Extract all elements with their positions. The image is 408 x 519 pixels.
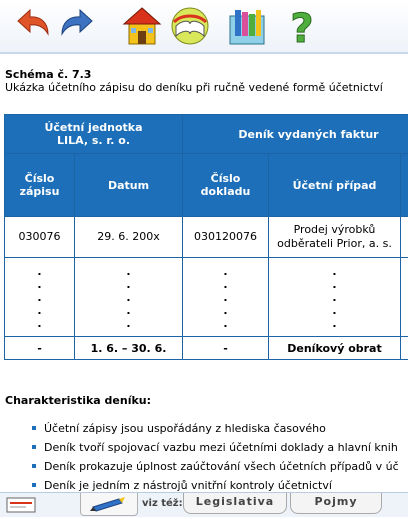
see-also-label: viz též: bbox=[142, 498, 183, 509]
bullet-icon bbox=[32, 445, 36, 449]
unit-header: Účetní jednotka LILA, s. r. o. bbox=[5, 115, 183, 154]
bullet-icon bbox=[32, 464, 36, 468]
schema-title: Schéma č. 7.3 bbox=[5, 68, 91, 81]
total-entry-number: - bbox=[5, 337, 75, 360]
schema-subtitle: Ukázka účetního zápisu do deníku při ručně vedené formě účetnictví bbox=[5, 81, 383, 94]
list-item-text: Účetní zápisy jsou uspořádány z hlediska časového bbox=[44, 422, 326, 435]
content-area bbox=[0, 56, 408, 492]
library-icon[interactable] bbox=[226, 4, 270, 48]
total-document-number: - bbox=[183, 337, 269, 360]
help-icon[interactable] bbox=[282, 4, 322, 48]
home-icon[interactable] bbox=[120, 4, 164, 48]
bottom-bar bbox=[0, 492, 408, 517]
list-item bbox=[0, 460, 408, 479]
pencil-icon[interactable] bbox=[80, 493, 138, 516]
col-extra bbox=[401, 154, 408, 217]
dots: . . . . . bbox=[37, 265, 41, 330]
dots: . . . . . bbox=[223, 265, 227, 330]
total-extra bbox=[401, 337, 408, 360]
col-document-number: Číslo dokladu bbox=[183, 154, 269, 217]
journal-header: Deník vydaných faktur bbox=[183, 115, 408, 154]
list-item-text: Deník je jedním z nástrojů vnitřní kontroly účetnictví bbox=[44, 479, 332, 492]
col-date: Datum bbox=[75, 154, 183, 217]
svg-text:?: ? bbox=[290, 6, 313, 48]
total-label: Deníkový obrat bbox=[269, 337, 401, 360]
col-transaction: Účetní případ bbox=[269, 154, 401, 217]
table-row-total bbox=[5, 337, 408, 360]
cell-entry-number: 030076 bbox=[5, 217, 75, 258]
bullet-icon bbox=[32, 426, 36, 430]
journal-table bbox=[4, 114, 408, 360]
cell-date: 29. 6. 200x bbox=[75, 217, 183, 258]
table-header-row bbox=[5, 115, 408, 154]
dots-cell bbox=[401, 258, 408, 337]
table-column-row bbox=[5, 154, 408, 217]
dots: . . . . . bbox=[126, 265, 130, 330]
cell-extra bbox=[401, 217, 408, 258]
total-date-range: 1. 6. – 30. 6. bbox=[75, 337, 183, 360]
book-icon[interactable] bbox=[168, 4, 212, 48]
dots-cell bbox=[183, 258, 269, 337]
table-row-ellipsis bbox=[5, 258, 408, 337]
bullet-icon bbox=[32, 483, 36, 487]
list-item-text: Deník tvoří spojovací vazbu mezi účetními doklady a hlavní knih bbox=[44, 441, 398, 454]
toolbar bbox=[0, 0, 408, 54]
forward-arrow-icon[interactable] bbox=[56, 4, 96, 48]
characteristics-list bbox=[0, 422, 408, 492]
note-icon[interactable] bbox=[6, 496, 36, 514]
col-entry-number: Číslo zápisu bbox=[5, 154, 75, 217]
cell-document-number: 030120076 bbox=[183, 217, 269, 258]
list-item bbox=[0, 422, 408, 441]
list-item bbox=[0, 479, 408, 492]
dots-cell bbox=[269, 258, 401, 337]
list-item-text: Deník prokazuje úplnost zaúčtování všech účetních případů v úč bbox=[44, 460, 399, 473]
tab-terms[interactable]: Pojmy bbox=[290, 493, 382, 514]
back-arrow-icon[interactable] bbox=[14, 4, 54, 48]
dots-cell bbox=[5, 258, 75, 337]
tab-legislation[interactable]: Legislativa bbox=[183, 493, 287, 514]
table-row bbox=[5, 217, 408, 258]
dots-cell bbox=[75, 258, 183, 337]
list-item bbox=[0, 441, 408, 460]
dots: . . . . . bbox=[332, 265, 336, 330]
cell-transaction: Prodej výrobků odběrateli Prior, a. s. bbox=[269, 217, 401, 258]
characteristics-heading: Charakteristika deníku: bbox=[5, 394, 151, 407]
